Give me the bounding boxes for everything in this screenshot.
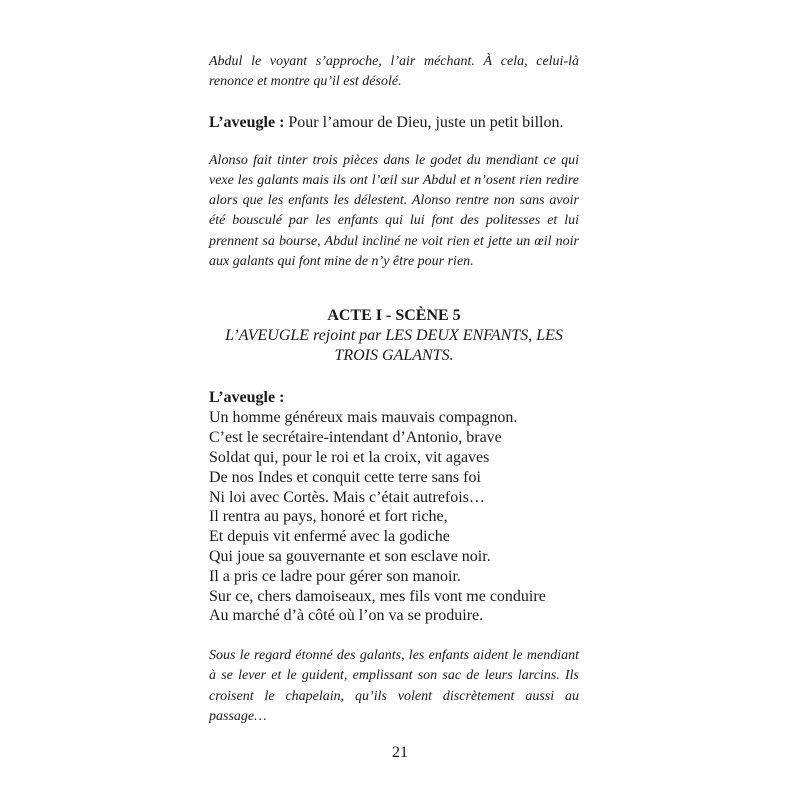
verse-line: Au marché d’à côté où l’on va se produire. — [209, 607, 484, 625]
scene-heading — [209, 306, 579, 366]
verse-line: Soldat qui, pour le roi et la croix, vit agaves — [209, 448, 490, 466]
verse-line: De nos Indes et conquit cette terre sans foi — [209, 468, 481, 486]
verse-line: Qui joue sa gouvernante et son esclave noir. — [209, 547, 491, 565]
dialogue-text: Pour l’amour de Dieu, juste un petit billon. — [284, 113, 564, 131]
page-number: 21 — [392, 744, 408, 761]
verse-block — [209, 408, 579, 626]
stage-direction: Alonso fait tinter trois pièces dans le godet du mendiant ce qui vexe les galants mais ils ont l’œil sur Abdul et n’osent rien redire alors que les enfants les délestent. Alonso rentre non sans avoir été bousculé par les enfants qui lui font des politesses et lui prennent sa bourse, Abdul incliné ne voit rien et jette un œil noir aux galants qui font mine de n’y être pour rien. — [209, 152, 579, 270]
verse-line: C’est le secrétaire-intendant d’Antonio, brave — [209, 429, 502, 447]
scene-cast: L’AVEUGLE rejoint par LES DEUX ENFANTS, LES TROIS GALANTS. — [225, 327, 563, 365]
verse-line: Sur ce, chers damoiseaux, mes fils vont me conduire — [209, 587, 546, 605]
verse-line: Et depuis vit enfermé avec la godiche — [209, 528, 450, 546]
book-page — [209, 52, 579, 727]
stage-direction: Abdul le voyant s’approche, l’air méchant. À cela, celui-là renonce et montre qu’il est désolé. — [209, 54, 579, 90]
verse-line: Ni loi avec Cortès. Mais c’était autrefois… — [209, 488, 485, 506]
speaker-name: L’aveugle : — [209, 113, 285, 131]
verse-line: Il a pris ce ladre pour gérer son manoir. — [209, 567, 461, 585]
speaker-name: L’aveugle : — [209, 389, 285, 407]
stage-direction: Sous le regard étonné des galants, les enfants aident le mendiant à se lever et le guident, emplissant son sac de leurs larcins. Ils croisent le chapelain, qu’ils volent discrètement aussi au passage… — [209, 648, 579, 725]
verse-line: Un homme généreux mais mauvais compagnon. — [209, 409, 518, 427]
scene-title: ACTE I - SCÈNE 5 — [327, 307, 461, 325]
verse-line: Il rentra au pays, honoré et fort riche, — [209, 508, 448, 526]
dialogue-line — [209, 113, 579, 133]
